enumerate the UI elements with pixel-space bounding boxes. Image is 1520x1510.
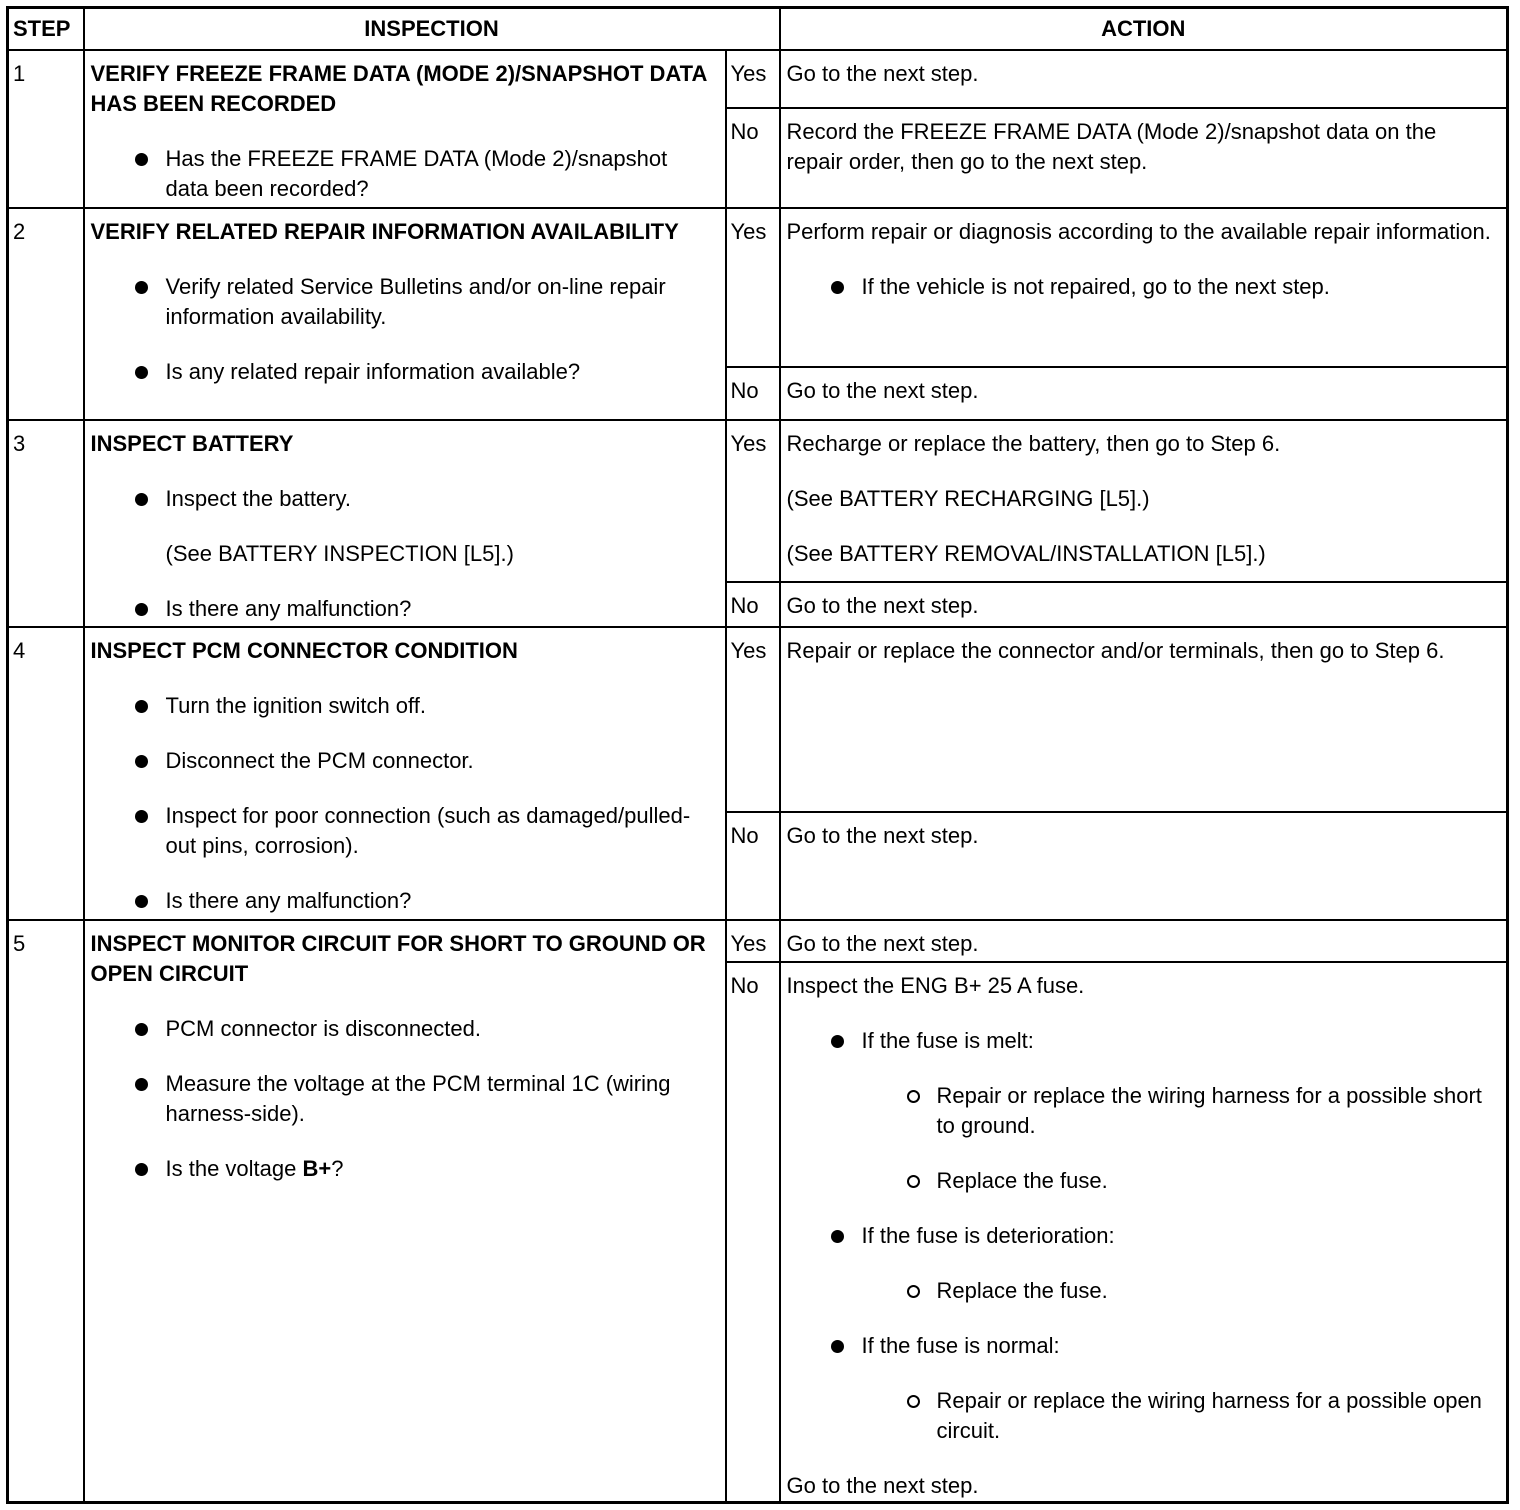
final-action: Go to the next step. (786, 1472, 979, 1498)
table-row (8, 627, 1508, 812)
yes-action: Perform repair or diagnosis according to the available repair information. (786, 218, 1491, 244)
inspection-table (6, 6, 1509, 1504)
step-number: 4 (8, 627, 84, 920)
bullet-item: Inspect for poor connection (such as damaged/pulled-out pins, corrosion). (91, 801, 715, 861)
no-label: No (726, 108, 780, 208)
bullet-text: ? (331, 1155, 344, 1181)
yes-label: Yes (726, 920, 780, 962)
yes-action: Go to the next step. (780, 920, 1508, 962)
step-title: INSPECT MONITOR CIRCUIT FOR SHORT TO GROUND OR OPEN CIRCUIT (90, 930, 706, 986)
bullet-item: Verify related Service Bulletins and/or on-line repair information availability. (91, 272, 715, 332)
step-title: VERIFY RELATED REPAIR INFORMATION AVAILABILITY (90, 218, 679, 244)
bullet-item: Has the FREEZE FRAME DATA (Mode 2)/snapshot data been recorded? (91, 144, 715, 204)
inspection-cell (84, 208, 726, 420)
see-reference: (See BATTERY INSPECTION [L5].) (165, 540, 514, 566)
table-row (8, 208, 1508, 367)
no-label: No (726, 582, 780, 627)
step-number: 1 (8, 50, 84, 208)
header-step: STEP (8, 8, 84, 50)
header-action: ACTION (780, 8, 1508, 50)
yes-label: Yes (726, 50, 780, 108)
sub-bullet-item: Replace the fuse. (787, 1276, 1497, 1306)
step-title: VERIFY FREEZE FRAME DATA (MODE 2)/SNAPSHOT DATA HAS BEEN RECORDED (90, 60, 707, 116)
table-row (8, 50, 1508, 108)
table-row (8, 920, 1508, 962)
no-label: No (726, 962, 780, 1503)
yes-action: Go to the next step. (780, 50, 1508, 108)
bullet-item: If the fuse is melt: (787, 1026, 1497, 1056)
step-title: INSPECT PCM CONNECTOR CONDITION (90, 637, 518, 663)
yes-label: Yes (726, 420, 780, 582)
bullet-item: Is any related repair information available? (91, 357, 715, 387)
header-inspection: INSPECTION (84, 8, 780, 50)
step-number: 2 (8, 208, 84, 420)
table-header-row (8, 8, 1508, 50)
no-action: Go to the next step. (780, 812, 1508, 920)
bullet-item: If the fuse is deterioration: (787, 1221, 1497, 1251)
bullet-item: Measure the voltage at the PCM terminal 1C (wiring harness-side). (91, 1069, 715, 1129)
yes-action-cell (780, 420, 1508, 582)
bullet-item: Is there any malfunction? (91, 886, 715, 916)
no-action-cell (780, 962, 1508, 1503)
no-action: Go to the next step. (780, 367, 1508, 420)
no-label: No (726, 812, 780, 920)
yes-action-cell (780, 208, 1508, 367)
bullet-item: If the fuse is normal: (787, 1331, 1497, 1361)
bullet-item: Inspect the battery. (91, 484, 715, 514)
inspection-cell (84, 50, 726, 208)
inspection-cell (84, 920, 726, 1503)
no-action: Inspect the ENG B+ 25 A fuse. (786, 972, 1085, 998)
yes-action: Repair or replace the connector and/or terminals, then go to Step 6. (780, 627, 1508, 812)
step-title: INSPECT BATTERY (90, 430, 294, 456)
inspection-cell (84, 420, 726, 627)
bullet-item: If the vehicle is not repaired, go to the next step. (787, 272, 1497, 302)
see-reference: (See BATTERY RECHARGING [L5].) (786, 485, 1150, 511)
step-number: 3 (8, 420, 84, 627)
yes-label: Yes (726, 208, 780, 367)
bullet-item: Turn the ignition switch off. (91, 691, 715, 721)
sub-bullet-item: Replace the fuse. (787, 1166, 1497, 1196)
see-reference: (See BATTERY REMOVAL/INSTALLATION [L5].) (786, 540, 1266, 566)
no-label: No (726, 367, 780, 420)
inspection-cell (84, 627, 726, 920)
bullet-text: Is the voltage (165, 1155, 303, 1181)
no-action: Go to the next step. (780, 582, 1508, 627)
no-action: Record the FREEZE FRAME DATA (Mode 2)/snapshot data on the repair order, then go to the next step. (780, 108, 1508, 208)
yes-action: Recharge or replace the battery, then go to Step 6. (786, 430, 1281, 456)
bullet-item: Is there any malfunction? (91, 594, 715, 624)
sub-bullet-item: Repair or replace the wiring harness for a possible open circuit. (787, 1386, 1497, 1446)
yes-label: Yes (726, 627, 780, 812)
sub-bullet-item: Repair or replace the wiring harness for a possible short to ground. (787, 1081, 1497, 1141)
bullet-bold-text: B+ (302, 1155, 332, 1181)
bullet-item: Disconnect the PCM connector. (91, 746, 715, 776)
table-row (8, 420, 1508, 582)
bullet-item: PCM connector is disconnected. (91, 1014, 715, 1044)
step-number: 5 (8, 920, 84, 1503)
bullet-item (91, 1154, 715, 1184)
